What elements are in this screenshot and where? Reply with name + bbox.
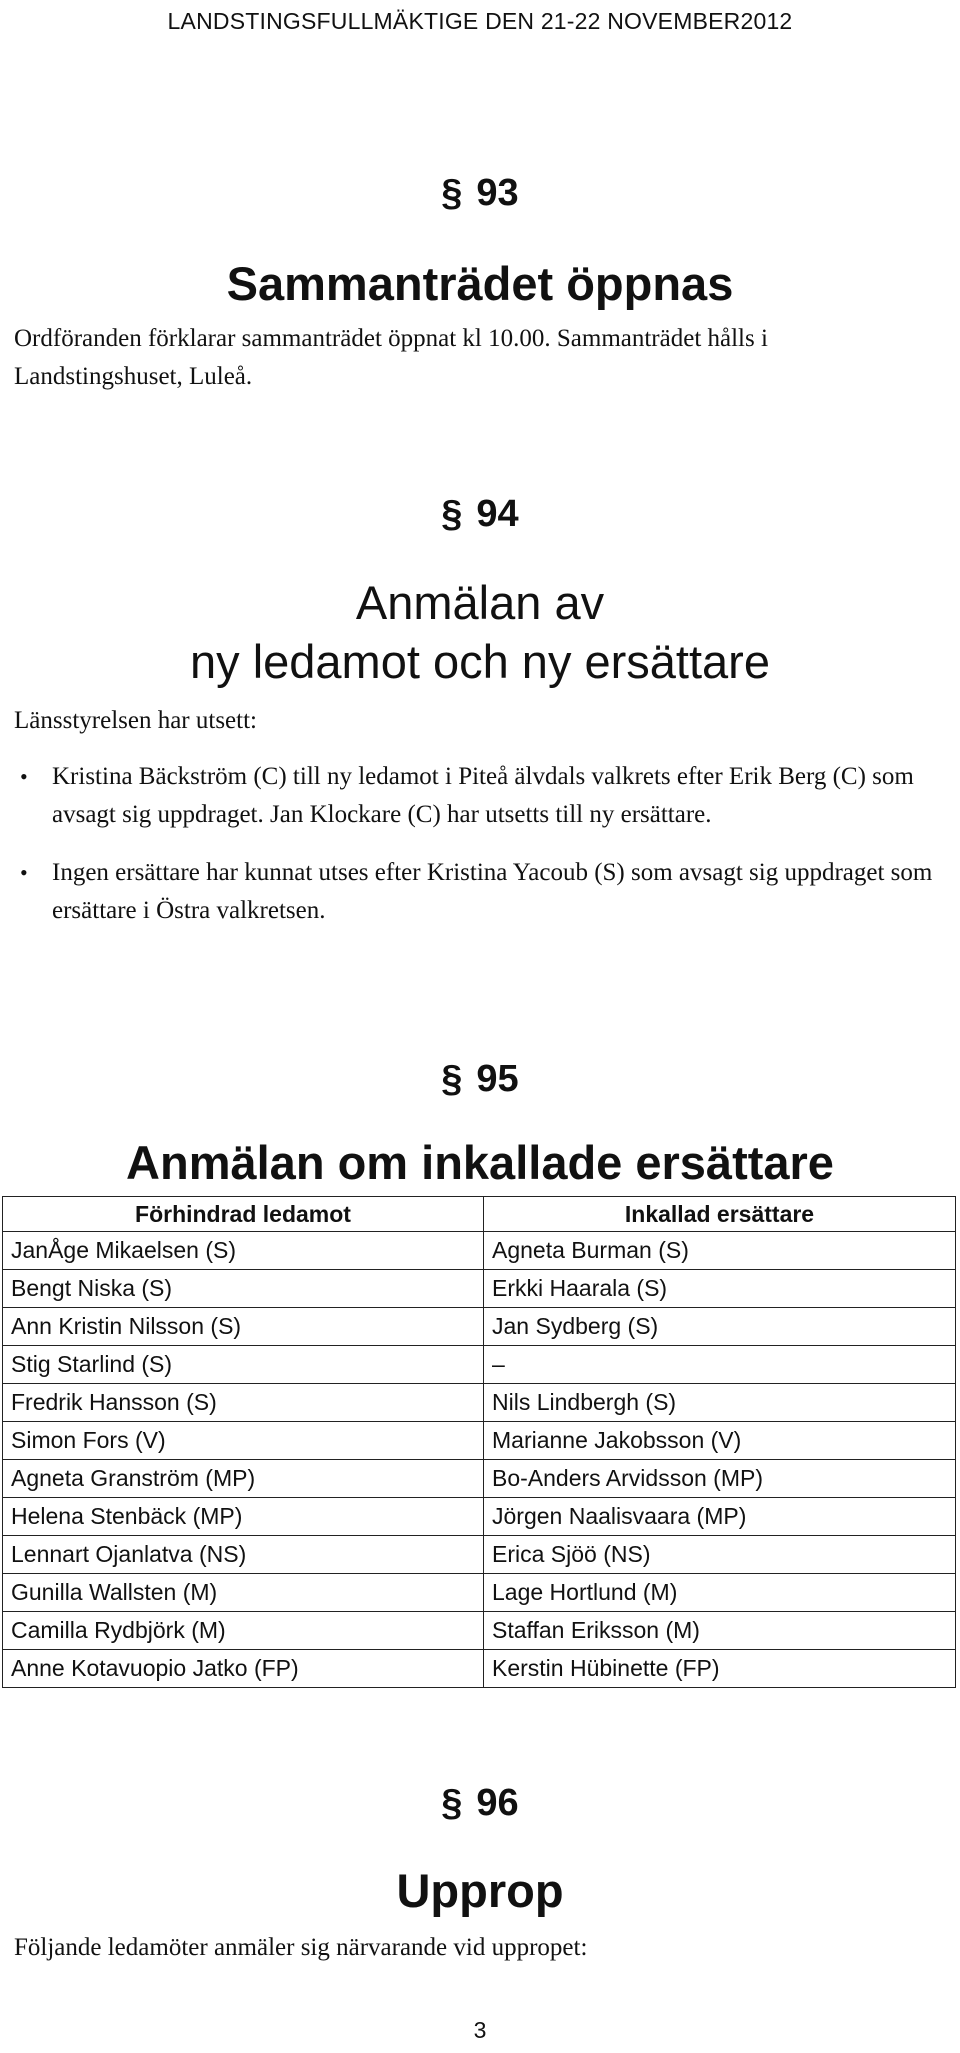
substitutes-table — [2, 1196, 956, 1688]
column-header-called-substitute: Inkallad ersättare — [484, 1197, 956, 1232]
section-93-body: Ordföranden förklarar sammanträdet öppnat kl 10.00. Sammanträdet hålls i Landstingshuset, Luleå. — [14, 325, 768, 390]
absent-member-cell: Fredrik Hansson (S) — [3, 1384, 484, 1422]
absent-member-cell: Ann Kristin Nilsson (S) — [3, 1308, 484, 1346]
table-row — [3, 1536, 956, 1574]
section-symbol: § — [441, 1058, 463, 1100]
table-row — [3, 1308, 956, 1346]
section-96-title: Upprop — [396, 1864, 564, 1917]
substitute-cell: Agneta Burman (S) — [484, 1232, 956, 1270]
table-row — [3, 1498, 956, 1536]
table-header-row — [3, 1197, 956, 1232]
section-symbol: § — [441, 172, 463, 214]
absent-member-cell: Simon Fors (V) — [3, 1422, 484, 1460]
section-symbol: § — [441, 1782, 463, 1824]
table-row — [3, 1422, 956, 1460]
bullet-icon: • — [20, 764, 28, 789]
table-row — [3, 1232, 956, 1270]
substitute-cell: Jan Sydberg (S) — [484, 1308, 956, 1346]
list-item-text: Kristina Bäckström (C) till ny ledamot i Piteå älvdals valkrets efter Erik Berg (C) som avsagt sig uppdraget. Jan Klockare (C) har utsetts till ny ersättare. — [52, 763, 914, 828]
section-number: 95 — [476, 1058, 519, 1100]
section-93-title: Sammanträdet öppnas — [226, 257, 734, 310]
section-number: 96 — [476, 1782, 519, 1824]
table-row — [3, 1270, 956, 1308]
absent-member-cell: Gunilla Wallsten (M) — [3, 1574, 484, 1612]
section-number: 93 — [476, 172, 519, 214]
section-94-title-line2: ny ledamot och ny ersättare — [190, 635, 770, 688]
section-number: 94 — [476, 493, 519, 535]
absent-member-cell: Camilla Rydbjörk (M) — [3, 1612, 484, 1650]
column-header-absent-member: Förhindrad ledamot — [3, 1197, 484, 1232]
section-symbol: § — [441, 493, 463, 535]
absent-member-cell: Anne Kotavuopio Jatko (FP) — [3, 1650, 484, 1688]
table-row — [3, 1460, 956, 1498]
substitute-cell: Staffan Eriksson (M) — [484, 1612, 956, 1650]
list-item — [14, 758, 944, 834]
absent-member-cell: Lennart Ojanlatva (NS) — [3, 1536, 484, 1574]
section-94-intro: Länsstyrelsen har utsett: — [14, 707, 257, 734]
section-93-number — [0, 172, 960, 215]
table-row — [3, 1574, 956, 1612]
table-row — [3, 1346, 956, 1384]
absent-member-cell: Helena Stenbäck (MP) — [3, 1498, 484, 1536]
table-row — [3, 1384, 956, 1422]
section-96-body: Följande ledamöter anmäler sig närvarande vid uppropet: — [14, 1934, 588, 1961]
section-94-title-line1: Anmälan av — [355, 576, 605, 629]
substitute-cell: Erkki Haarala (S) — [484, 1270, 956, 1308]
absent-member-cell: JanÅge Mikaelsen (S) — [3, 1232, 484, 1270]
substitute-cell: Erica Sjöö (NS) — [484, 1536, 956, 1574]
substitute-cell: Marianne Jakobsson (V) — [484, 1422, 956, 1460]
substitute-cell: Bo-Anders Arvidsson (MP) — [484, 1460, 956, 1498]
section-95-title: Anmälan om inkallade ersättare — [126, 1136, 834, 1189]
list-item-text: Ingen ersättare har kunnat utses efter Kristina Yacoub (S) som avsagt sig uppdraget som ersättare i Östra valkretsen. — [52, 859, 933, 924]
substitute-cell: Lage Hortlund (M) — [484, 1574, 956, 1612]
bullet-icon: • — [20, 860, 28, 885]
document-header: LANDSTINGSFULLMÄKTIGE DEN 21-22 NOVEMBER2012 — [167, 8, 793, 34]
absent-member-cell: Agneta Granström (MP) — [3, 1460, 484, 1498]
section-96-number — [0, 1782, 960, 1825]
substitute-cell: Jörgen Naalisvaara (MP) — [484, 1498, 956, 1536]
substitute-cell: Nils Lindbergh (S) — [484, 1384, 956, 1422]
substitute-cell: – — [484, 1346, 956, 1384]
page-number: 3 — [473, 2017, 487, 2043]
list-item — [14, 854, 944, 930]
section-94-number — [0, 493, 960, 536]
section-95-number — [0, 1058, 960, 1101]
substitute-cell: Kerstin Hübinette (FP) — [484, 1650, 956, 1688]
table-row — [3, 1650, 956, 1688]
absent-member-cell: Stig Starlind (S) — [3, 1346, 484, 1384]
table-row — [3, 1612, 956, 1650]
absent-member-cell: Bengt Niska (S) — [3, 1270, 484, 1308]
section-94-bullet-list — [14, 758, 944, 950]
